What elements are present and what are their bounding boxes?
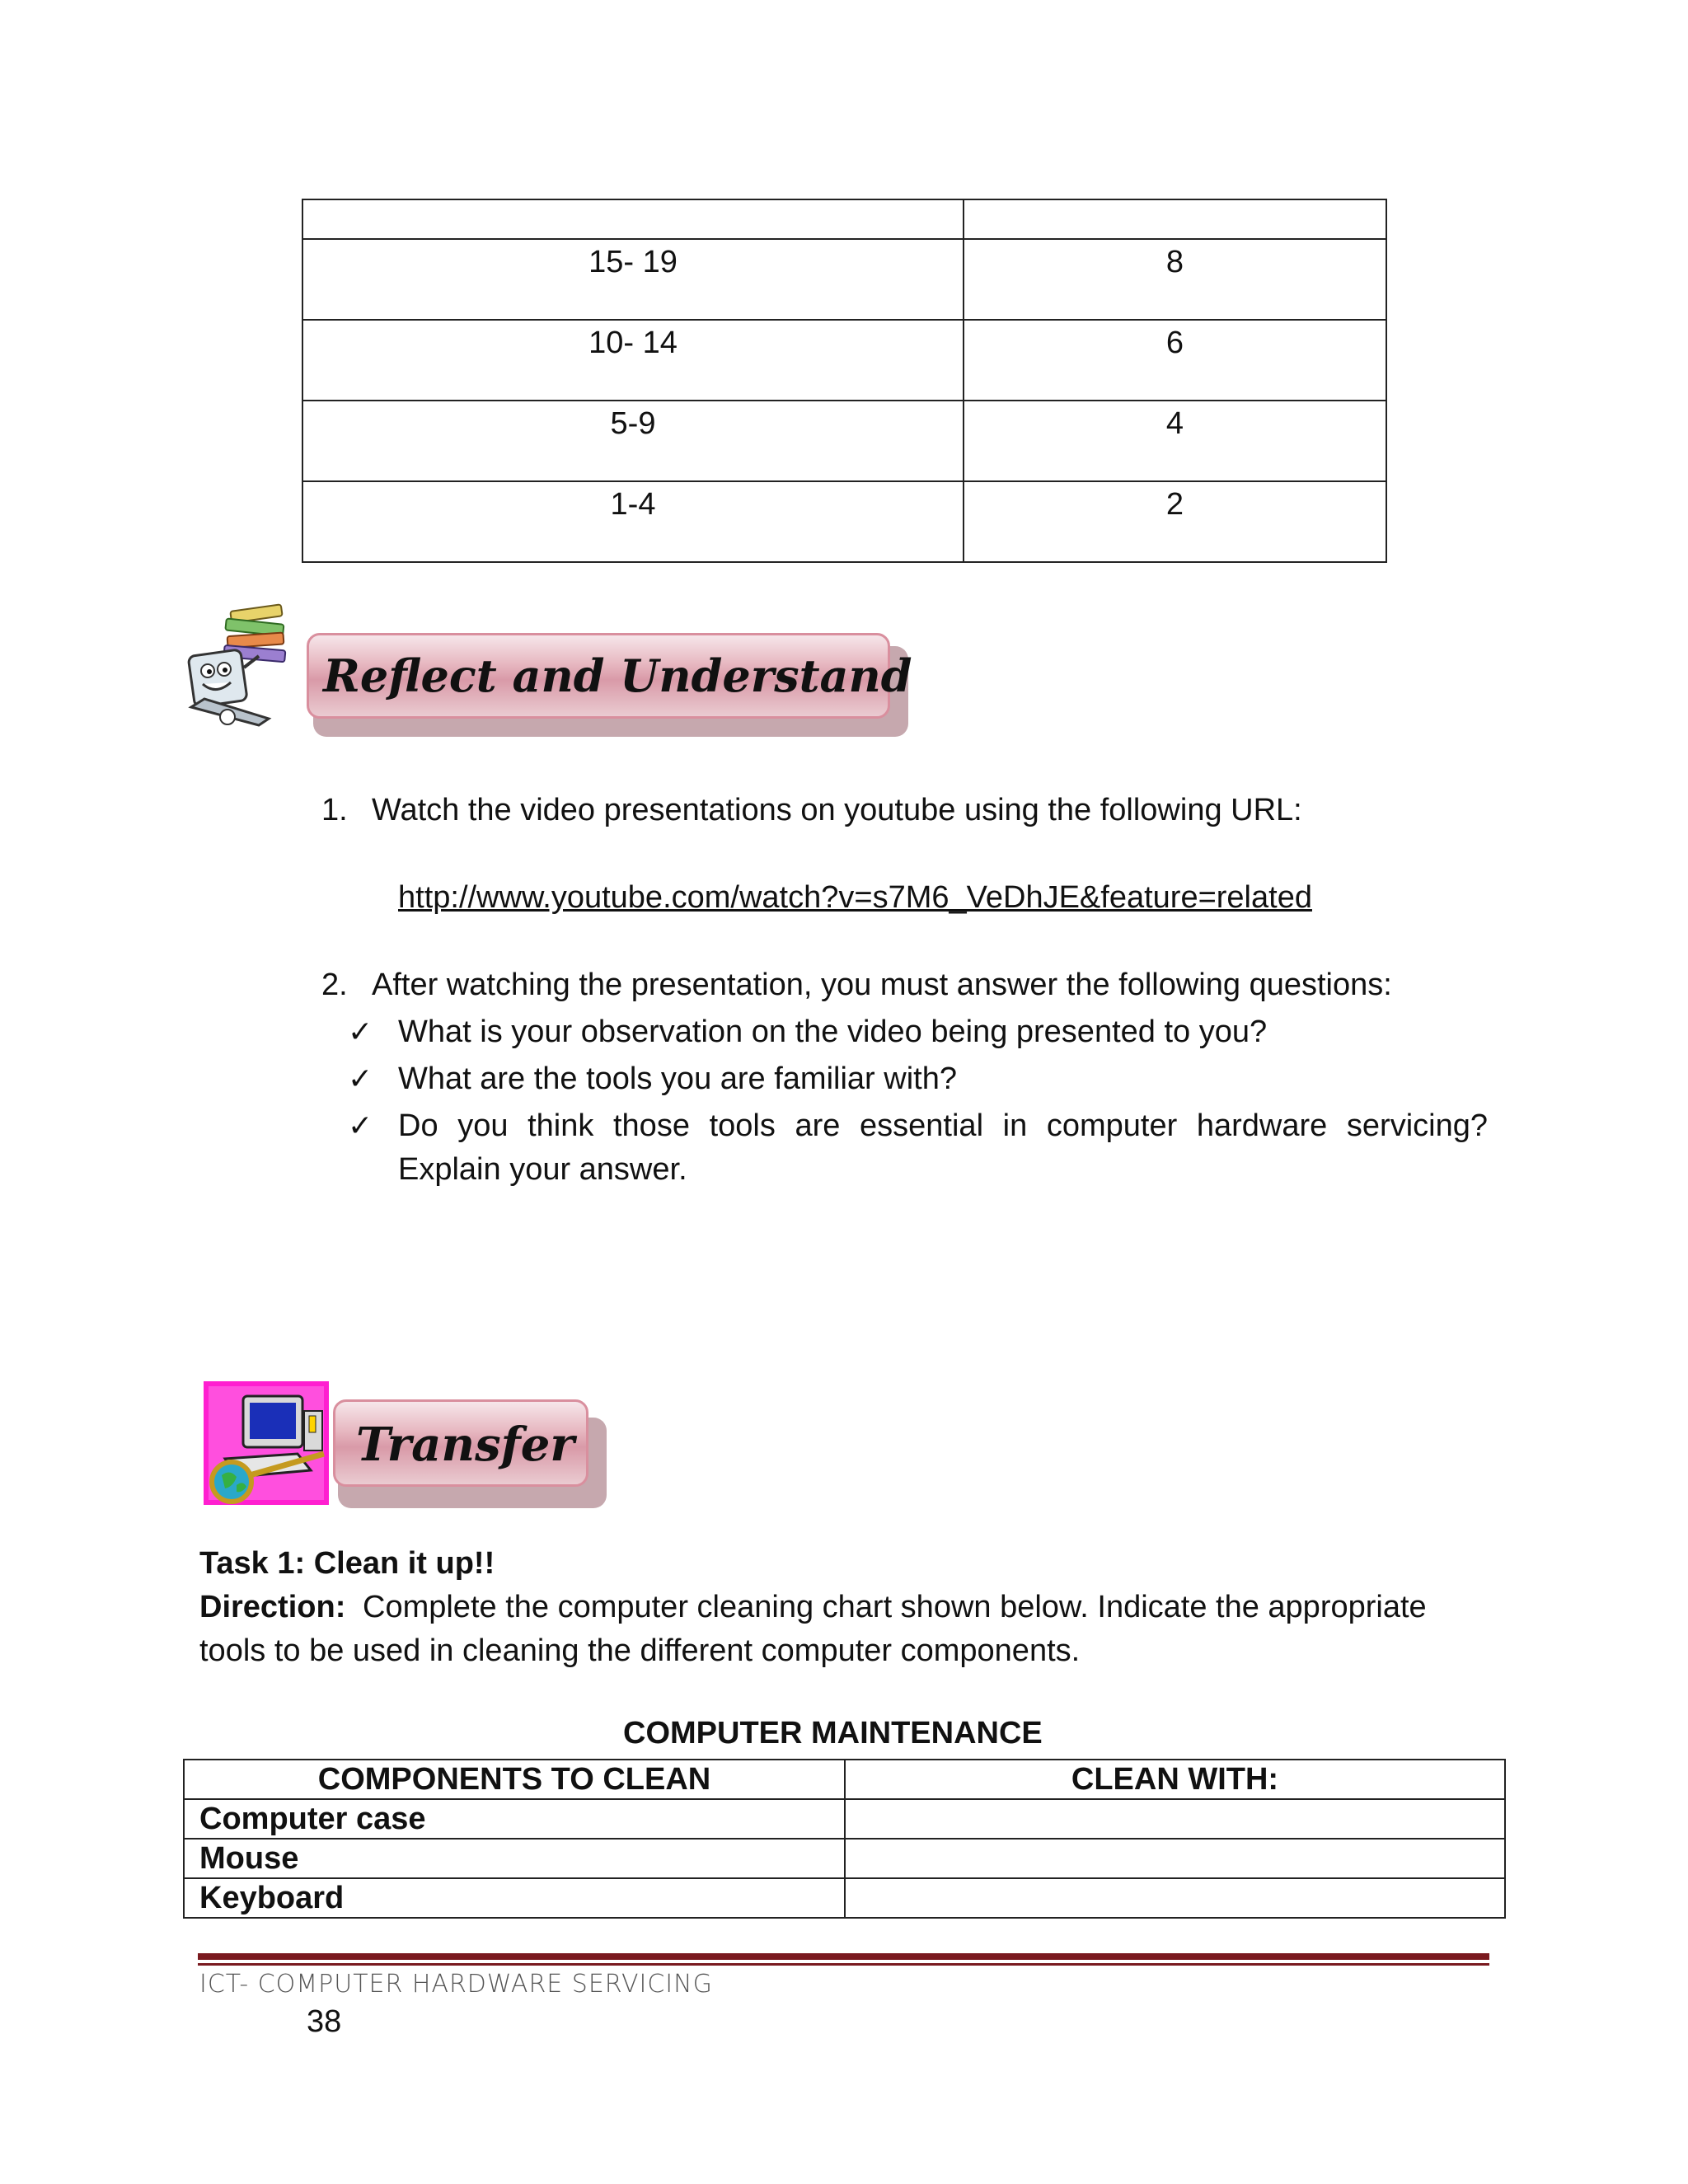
question-item: What is your observation on the video being presented to you? — [398, 1015, 1268, 1049]
table-row — [184, 1799, 1505, 1839]
list-item: Watch the video presentations on youtube using the following URL: — [372, 793, 1302, 827]
score-table — [302, 199, 1387, 563]
computer-globe-icon — [200, 1378, 332, 1508]
laptop-mascot-icon — [180, 602, 312, 738]
points-cell: 4 — [1165, 406, 1184, 441]
component-cell: Computer case — [184, 1799, 845, 1839]
column-header: CLEAN WITH: — [845, 1760, 1505, 1799]
table-header-row — [302, 199, 1386, 239]
range-cell: 15- 19 — [588, 245, 678, 279]
question-item-continued: Explain your answer. — [398, 1152, 687, 1187]
table-row — [302, 481, 1386, 562]
range-cell: 1-4 — [610, 487, 656, 522]
direction-label: Direction: — [199, 1590, 346, 1624]
table-row — [184, 1839, 1505, 1878]
table-title: COMPUTER MAINTENANCE — [623, 1716, 1043, 1750]
answer-cell[interactable] — [845, 1799, 1505, 1839]
table-header-row — [184, 1760, 1505, 1799]
points-cell: 6 — [1165, 326, 1184, 360]
direction-text: Complete the computer cleaning chart shown below. Indicate the appropriate — [363, 1590, 1427, 1624]
checkmark-icon: ✓ — [348, 1015, 373, 1048]
component-cell: Mouse — [184, 1839, 845, 1878]
checkmark-icon: ✓ — [348, 1108, 373, 1142]
range-cell: 5-9 — [610, 406, 656, 441]
table-row — [302, 320, 1386, 401]
question-item: What are the tools you are familiar with? — [398, 1062, 957, 1096]
list-number: 2. — [321, 968, 348, 1002]
points-cell: 2 — [1165, 487, 1184, 522]
task-title: Task 1: Clean it up!! — [199, 1546, 495, 1581]
youtube-link[interactable]: http://www.youtube.com/watch?v=s7M6_VeDhJE&feature=related — [398, 880, 1312, 915]
footer-course: ICT- COMPUTER HARDWARE SERVICING — [199, 1970, 713, 1999]
checkmark-icon: ✓ — [348, 1062, 373, 1095]
footer-divider-thin — [198, 1963, 1489, 1966]
answer-cell[interactable] — [845, 1839, 1505, 1878]
list-item: After watching the presentation, you must answer the following questions: — [372, 968, 1392, 1002]
component-cell: Keyboard — [184, 1878, 845, 1918]
table-row — [302, 239, 1386, 320]
range-cell: 10- 14 — [588, 326, 678, 360]
direction-text-continued: tools to be used in cleaning the different computer components. — [199, 1633, 1081, 1668]
answer-cell[interactable] — [845, 1878, 1505, 1918]
table-row — [184, 1878, 1505, 1918]
points-cell: 8 — [1165, 245, 1184, 279]
question-item: Do you think those tools are essential in computer hardware servicing? — [398, 1108, 1488, 1143]
maintenance-table — [183, 1759, 1506, 1919]
reflect-banner-title: Reflect and Understand — [323, 649, 912, 702]
transfer-banner-title: Transfer — [356, 1418, 574, 1472]
table-row — [302, 401, 1386, 481]
list-number: 1. — [321, 793, 348, 827]
column-header: COMPONENTS TO CLEAN — [184, 1760, 845, 1799]
footer-divider — [198, 1953, 1489, 1960]
page-number: 38 — [307, 2004, 342, 2039]
